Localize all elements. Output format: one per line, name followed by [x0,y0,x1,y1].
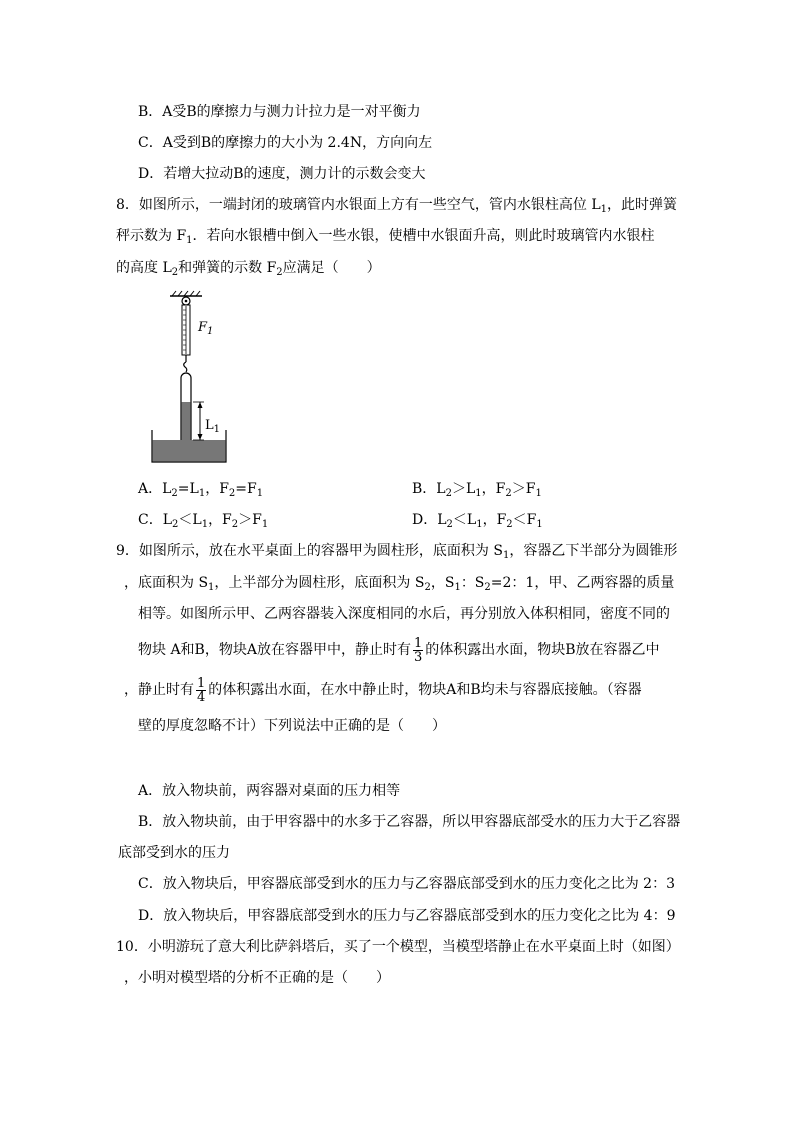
q9-option-a: A．放入物块前，两容器对桌面的压力相等 [138,783,401,799]
q8-figure-spring-scale [148,290,248,470]
q9-option-c: C．放入物块后，甲容器底部受到水的压力与乙容器底部受到水的压力变化之比为 2：3 [138,876,675,892]
fraction-one-quarter: $\frac{1}{4}$ [197,675,206,705]
q9-option-d: D．放入物块后，甲容器底部受到水的压力与乙容器底部受到水的压力变化之比为 4：9 [138,908,676,924]
q9-option-b-line1: B．放入物块前，由于甲容器中的水多于乙容器，所以甲容器底部受水的压力大于乙容器 [138,814,681,830]
q8-figure-label-f1: $F_1$ [198,320,214,337]
q8-stem-line1: 8．如图所示，一端封闭的玻璃管内水银面上方有一些空气，管内水银柱高位 $L_1$，此时弹簧 [116,197,678,215]
q8-figure-label-l1: $L_1$ [205,418,221,435]
q7-option-c: C．A受到B的摩擦力的大小为 2.4N，方向向左 [138,135,433,151]
q9-stem-line1: 9．如图所示，放在水平桌面上的容器甲为圆柱形，底面积为 $S_1$，容器乙下半部分为圆锥形 [116,543,678,561]
q10-stem-line2: ，小明对模型塔的分析不正确的是（ ） [124,970,390,986]
q8-option-b: B．$L_2>L_1$，$F_2>F_1$ [412,481,542,499]
q8-stem-line3: 的高度 $L_2$和弹簧的示数 $F_2$应满足（ ） [116,260,381,278]
q9-stem-line2: ，底面积为 $S_1$，上半部分为圆柱形，底面积为 $S_2$，$S_1$：$S_2=2$：1，甲、乙两容器的质量 [124,575,675,593]
q8-stem-line2: 秤示数为 $F_1$．若向水银槽中倒入一些水银，使槽中水银面升高，则此时玻璃管内水银柱 [116,228,655,246]
q9-stem-line6: 壁的厚度忽略不计）下列说法中正确的是（ ） [138,718,446,734]
q8-option-a: A．$L_2=L_1$，$F_2=F_1$ [138,481,264,499]
q8-option-c: C．$L_2<L_1$，$F_2>F_1$ [138,512,269,530]
q9-stem-line4: 物块 A和B，物块A放在容器甲中，静止时有 $\frac{1}{3}$ 的体积露出水面，物块B放在容器乙中 [138,635,660,665]
q7-option-d: D．若增大拉动B的速度，测力计的示数会变大 [138,166,426,182]
q9-stem-line5: ，静止时有 $\frac{1}{4}$ 的体积露出水面，在水中静止时，物块A和B均未与容器底接触。（容器 [124,675,642,705]
fraction-one-third: $\frac{1}{3}$ [413,635,423,665]
q10-stem-line1: 10．小明游玩了意大利比萨斜塔后，买了一个模型，当模型塔静止在水平桌面上时（如图） [116,939,680,955]
q9-option-b-line2: 底部受到水的压力 [118,845,230,861]
q7-option-b: B．A受B的摩擦力与测力计拉力是一对平衡力 [138,104,421,120]
q9-stem-line3: 相等。如图所示甲、乙两容器装入深度相同的水后，再分别放入体积相同，密度不同的 [138,606,670,622]
q8-option-d: D．$L_2<L_1$，$F_2<F_1$ [412,512,543,530]
